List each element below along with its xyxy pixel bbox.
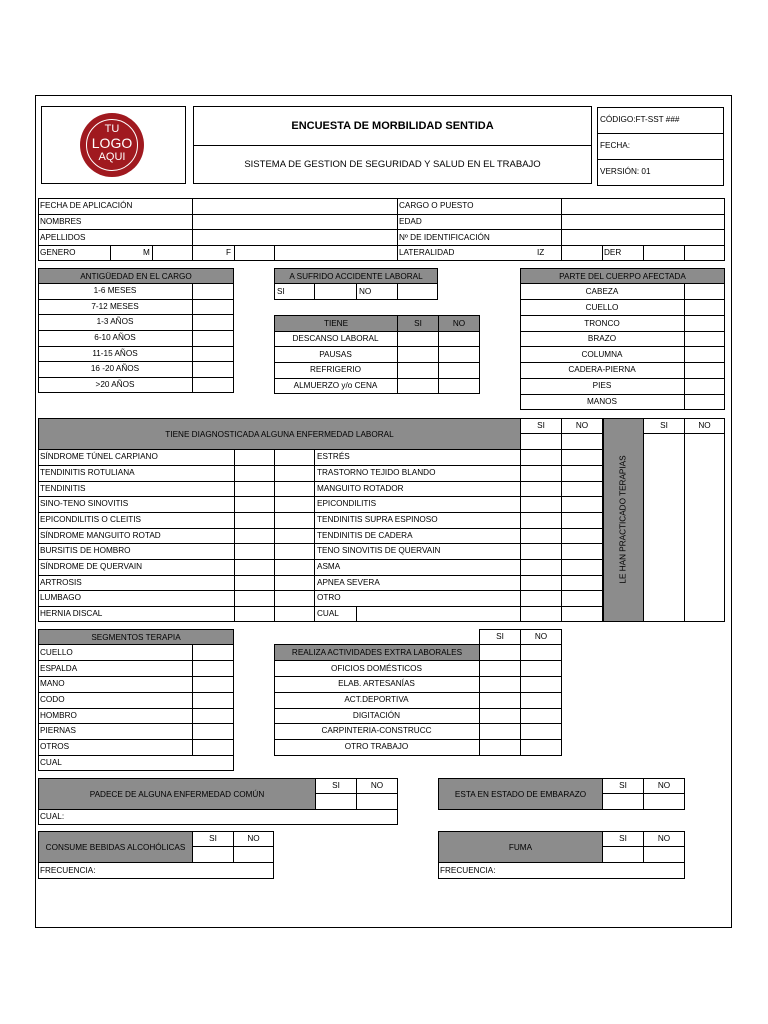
apellidos-label: APELLIDOS <box>40 233 86 242</box>
diag-left-item: TENDINITIS <box>40 484 86 493</box>
extra-item: DIGITACIÓN <box>352 711 401 720</box>
diag-left-item: SINO-TENO SINOVITIS <box>40 499 129 508</box>
comun-cual-label: CUAL: <box>40 812 65 821</box>
antiguedad-item: 6-10 AÑOS <box>94 333 136 342</box>
segmento-item: MANO <box>40 679 65 688</box>
cuerpo-item: PIES <box>592 381 612 390</box>
fecha-label: FECHA: <box>600 141 631 150</box>
antiguedad-item: 11-15 AÑOS <box>92 349 138 358</box>
segmento-item: CUELLO <box>40 648 73 657</box>
comun-header: PADECE DE ALGUNA ENFERMEDAD COMÚN <box>38 778 316 810</box>
identificacion-label: Nº DE IDENTIFICACIÓN <box>399 233 490 242</box>
tiene-no-header: NO <box>438 315 480 332</box>
antiguedad-item: 7-12 MESES <box>91 302 139 311</box>
antiguedad-item: 1-3 AÑOS <box>96 317 134 326</box>
extra-item: OTRO TRABAJO <box>344 742 409 751</box>
accidente-no-label: NO <box>359 287 372 296</box>
diag-left-item: ARTROSIS <box>40 578 82 587</box>
alcohol-no-label: NO <box>247 834 260 843</box>
extra-no-label: NO <box>534 632 548 641</box>
cargo-label: CARGO O PUESTO <box>399 201 474 210</box>
diag-right-item: TENDINITIS DE CADERA <box>317 531 413 540</box>
diag-right-item: ASMA <box>317 562 341 571</box>
extra-header: REALIZA ACTIVIDADES EXTRA LABORALES <box>274 644 480 661</box>
logo-text-3: AQUI <box>98 151 126 163</box>
comun-cual-row[interactable] <box>38 809 398 825</box>
cuerpo-item: CUELLO <box>585 303 619 312</box>
form-subtitle: SISTEMA DE GESTION DE SEGURIDAD Y SALUD EN EL TRABAJO <box>244 159 541 170</box>
diag-left-item: BURSITIS DE HOMBRO <box>40 546 131 555</box>
tiene-item: ALMUERZO y/o CENA <box>293 381 378 390</box>
segmento-item: OTROS <box>40 742 70 751</box>
lateralidad-der-label: DER <box>604 248 622 257</box>
accidente-si-label: SI <box>277 287 285 296</box>
diag-left-item: HERNIA DISCAL <box>40 609 103 618</box>
alcohol-si-label: SI <box>209 834 217 843</box>
terapias-answer-no[interactable] <box>684 433 725 622</box>
diag-right-item: APNEA SEVERA <box>317 578 380 587</box>
segmento-item: HOMBRO <box>40 711 77 720</box>
extra-item: OFICIOS DOMÉSTICOS <box>331 664 422 673</box>
embarazo-no-label: NO <box>657 781 671 790</box>
nombres-label: NOMBRES <box>40 217 82 226</box>
diag-right-item: TENDINITIS SUPRA ESPINOSO <box>317 515 438 524</box>
fuma-frecuencia-label: FRECUENCIA: <box>440 866 496 875</box>
edad-label: EDAD <box>399 217 422 226</box>
diag-si-label: SI <box>537 421 545 430</box>
diag-right-item: ESTRÉS <box>317 452 350 461</box>
lateralidad-iz-label: IZ <box>537 248 545 257</box>
extra-si-label: SI <box>496 632 504 641</box>
tiene-item: REFRIGERIO <box>310 365 361 374</box>
antiguedad-item: >20 AÑOS <box>95 380 135 389</box>
segmentos-header: SEGMENTOS TERAPIA <box>38 629 234 645</box>
comun-no-answer[interactable] <box>356 793 398 810</box>
cuerpo-item: TRONCO <box>584 319 620 328</box>
embarazo-si-answer[interactable] <box>602 793 644 810</box>
codigo-label: CÓDIGO:FT-SST ### <box>600 115 680 124</box>
embarazo-si-label: SI <box>619 781 627 790</box>
cuerpo-header: PARTE DEL CUERPO AFECTADA <box>520 268 725 284</box>
extra-item: ACT.DEPORTIVA <box>344 695 409 704</box>
accidente-header: A SUFRIDO ACCIDENTE LABORAL <box>274 268 438 284</box>
diag-right-item: TRASTORNO TEJIDO BLANDO <box>317 468 436 477</box>
cuerpo-item: COLUMNA <box>581 350 623 359</box>
antiguedad-item: 1-6 MESES <box>93 286 137 295</box>
diag-right-item: TENO SINOVITIS DE QUERVAIN <box>317 546 441 555</box>
cuerpo-item: CABEZA <box>585 287 619 296</box>
segmento-item: PIERNAS <box>40 726 76 735</box>
tiene-item: PAUSAS <box>319 350 352 359</box>
diag-right-item: EPICONDILITIS <box>317 499 377 508</box>
tiene-si-header: SI <box>397 315 439 332</box>
alcohol-frecuencia-label: FRECUENCIA: <box>40 866 96 875</box>
terapias-no-label: NO <box>698 421 711 430</box>
diag-right-item: MANGUITO ROTADOR <box>317 484 404 493</box>
fuma-si-label: SI <box>619 834 627 843</box>
tiene-header: TIENE <box>274 315 398 332</box>
tiene-item: DESCANSO LABORAL <box>292 334 379 343</box>
embarazo-no-answer[interactable] <box>643 793 685 810</box>
genero-m-label: M <box>143 248 150 257</box>
terapias-answer-si[interactable] <box>643 433 685 622</box>
comun-si-answer[interactable] <box>315 793 357 810</box>
segmento-item: ESPALDA <box>40 664 78 673</box>
logo-text-2: LOGO <box>91 135 133 151</box>
lateralidad-label: LATERALIDAD <box>399 248 455 257</box>
segmento-item: CUAL <box>40 758 62 767</box>
extra-item: ELAB. ARTESANÍAS <box>338 679 415 688</box>
terapias-label: LE HAN PRACTICADO TERAPIAS <box>618 455 628 584</box>
diag-left-item: EPICONDILITIS O CLEITIS <box>40 515 142 524</box>
fuma-no-label: NO <box>657 834 671 843</box>
segmento-item: CODO <box>40 695 65 704</box>
diag-left-item: LUMBAGO <box>40 593 81 602</box>
fuma-si-answer[interactable] <box>602 846 644 863</box>
fuma-header: FUMA <box>438 831 603 863</box>
diag-left-item: SÍNDROME DE QUERVAIN <box>40 562 143 571</box>
form-title: ENCUESTA DE MORBILIDAD SENTIDA <box>291 120 494 132</box>
extra-item: CARPINTERIA-CONSTRUCC <box>321 726 432 735</box>
antiguedad-item: 16 -20 AÑOS <box>90 364 140 373</box>
fuma-no-answer[interactable] <box>643 846 685 863</box>
diag-right-item: OTRO <box>317 593 341 602</box>
alcohol-header: CONSUME BEBIDAS ALCOHÓLICAS <box>38 831 193 863</box>
diag-left-item: SÍNDROME MANGUITO ROTAD <box>40 531 161 540</box>
comun-si-label: SI <box>332 781 340 790</box>
genero-label: GENERO <box>40 248 76 257</box>
diag-no-label: NO <box>575 421 589 430</box>
comun-no-label: NO <box>370 781 384 790</box>
diag-right-item: CUAL <box>317 609 339 618</box>
version-label: VERSIÓN: 01 <box>600 167 651 176</box>
diag-left-item: SÍNDROME TÚNEL CARPIANO <box>40 452 158 461</box>
alcohol-no-answer[interactable] <box>233 846 274 863</box>
alcohol-si-answer[interactable] <box>192 846 234 863</box>
cuerpo-item: MANOS <box>586 397 618 406</box>
embarazo-header: ESTA EN ESTADO DE EMBARAZO <box>438 778 603 810</box>
fecha-aplicacion-label: FECHA DE APLICACIÓN <box>40 201 133 210</box>
genero-f-label: F <box>226 248 232 257</box>
terapias-si-label: SI <box>660 421 668 430</box>
diagnostico-header: TIENE DIAGNOSTICADA ALGUNA ENFERMEDAD LABORAL <box>38 418 521 450</box>
antiguedad-header: ANTIGÜEDAD EN EL CARGO <box>38 268 234 284</box>
logo-text-1: TU <box>104 123 120 135</box>
diag-left-item: TENDINITIS ROTULIANA <box>40 468 135 477</box>
cuerpo-item: BRAZO <box>587 334 617 343</box>
cuerpo-item: CADERA-PIERNA <box>568 365 636 374</box>
